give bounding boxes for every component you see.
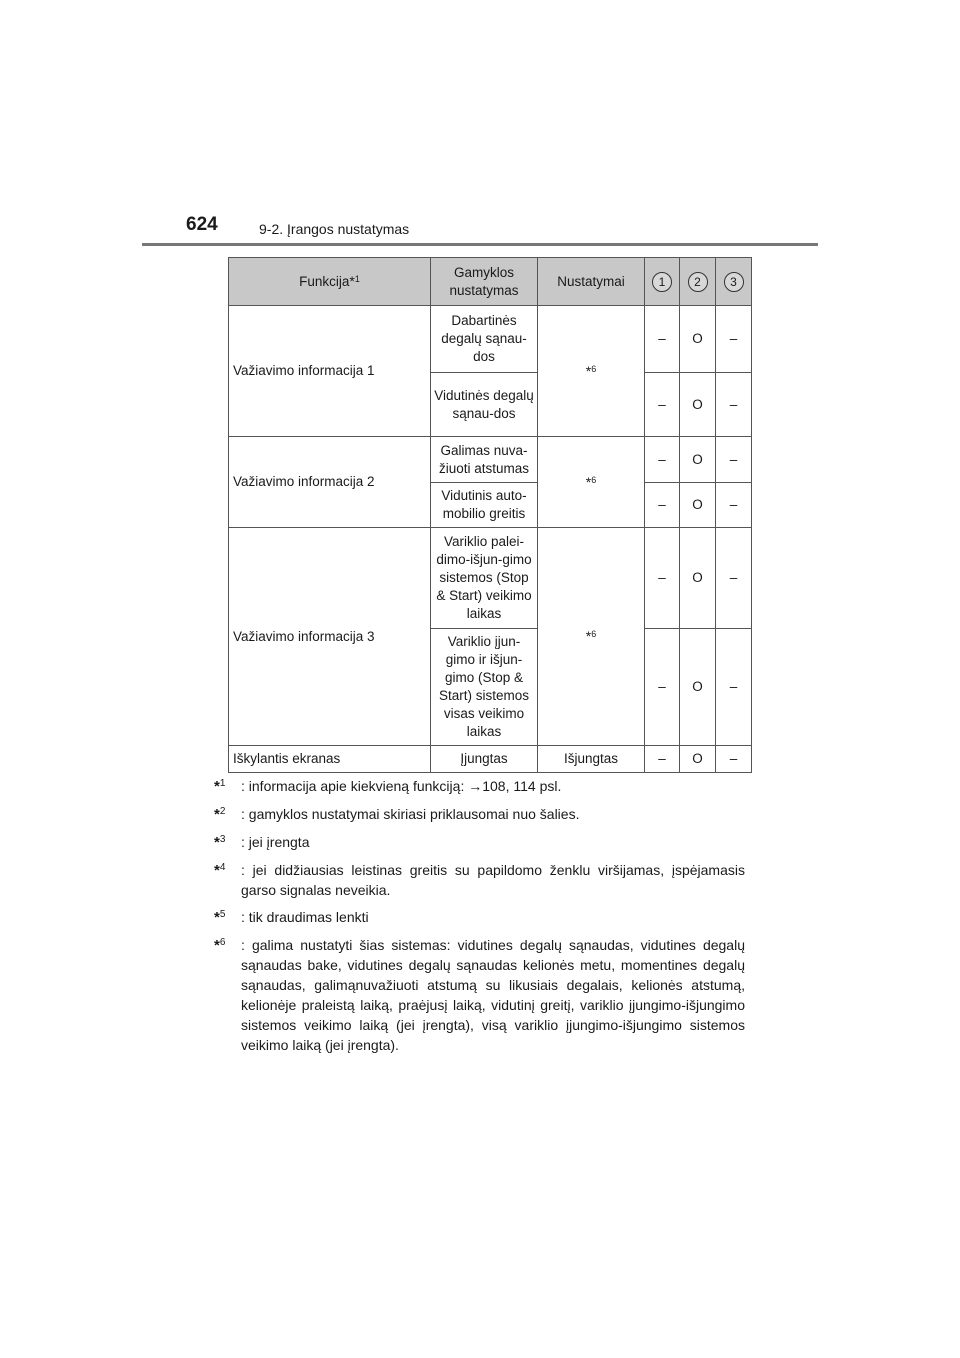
- function-name: Iškylantis ekranas: [229, 746, 431, 773]
- footnote-text: : gamyklos nustatymai skiriasi priklausomai nuo šalies.: [241, 806, 580, 822]
- footnote: [214, 776, 745, 797]
- col-1-value: –: [645, 629, 680, 746]
- default-value: Vidutinės degalų sąnau-dos: [431, 373, 538, 437]
- header-default: Gamyklos nustatymas: [431, 258, 538, 306]
- footnote: [214, 907, 745, 928]
- default-value: Variklio įjun-gimo ir išjun-gimo (Stop & Start) sistemos visas veikimo laikas: [431, 629, 538, 746]
- col-2-value: O: [680, 483, 716, 528]
- col-2-value: O: [680, 528, 716, 629]
- header-function: Funkcija*$^1$: [229, 258, 431, 306]
- footnote-marker: *$^3$: [214, 834, 226, 851]
- page-header: [186, 214, 826, 244]
- footnote-marker: *$^5$: [214, 909, 226, 926]
- header-settings: Nustatymai: [538, 258, 645, 306]
- col-3-value: –: [716, 373, 752, 437]
- settings-value: Išjungtas: [538, 746, 645, 773]
- settings-note: *$^6$: [538, 437, 645, 528]
- page-number: 624: [186, 214, 218, 235]
- settings-note: *$^6$: [538, 528, 645, 746]
- section-title: 9-2. Įrangos nustatymas: [259, 221, 410, 237]
- footnote-text: : jei įrengta: [241, 834, 310, 850]
- circled-1-icon: 1: [652, 272, 672, 292]
- footnote: [214, 860, 745, 900]
- footnote: [214, 832, 745, 853]
- header-col-1: [645, 258, 680, 306]
- col-1-value: –: [645, 373, 680, 437]
- col-3-value: –: [716, 528, 752, 629]
- footnote-text: : galima nustatyti šias sistemas: vidutines degalų sąnaudas, vidutines degalų sąnaudas bake, vidutines degalų sąnaudas kelionės metu, momentines degalų sąnaudas, galimąnuvažiuoti atstumą su likusiais degalais, kelionės atstumą, kelionėje praleistą laiką, praėjusį laiką, vidutinį greitį, variklio įjungimo-išjungimo sistemos veikimo laiką (jei įrengta), visą variklio įjungimo-išjungimo sistemos veikimo laiką (jei įrengta).: [241, 937, 745, 1053]
- default-value: Galimas nuva-žiuoti atstumas: [431, 437, 538, 483]
- footnote: [214, 804, 745, 825]
- col-2-value: O: [680, 373, 716, 437]
- function-name: Važiavimo informacija 2: [229, 437, 431, 528]
- default-value: Vidutinis auto-mobilio greitis: [431, 483, 538, 528]
- function-name: Važiavimo informacija 3: [229, 528, 431, 746]
- col-3-value: –: [716, 746, 752, 773]
- col-1-value: –: [645, 483, 680, 528]
- footnote-marker: *$^1$: [214, 778, 226, 795]
- col-3-value: –: [716, 629, 752, 746]
- settings-note: *$^6$: [538, 306, 645, 437]
- circled-3-icon: 3: [724, 272, 744, 292]
- table-row: [229, 306, 752, 373]
- header-col-2: [680, 258, 716, 306]
- default-value: Dabartinės degalų sąnau-dos: [431, 306, 538, 373]
- table-row: [229, 746, 752, 773]
- footnote-text: : jei didžiausias leistinas greitis su papildomo ženklu viršijamas, įspėjamasis garso signalas neveikia.: [241, 862, 745, 898]
- col-2-value: O: [680, 437, 716, 483]
- col-1-value: –: [645, 306, 680, 373]
- col-2-value: O: [680, 629, 716, 746]
- table-header-row: [229, 258, 752, 306]
- footnote-marker: *$^6$: [214, 937, 226, 954]
- table-row: [229, 528, 752, 629]
- footnote-marker: *$^4$: [214, 862, 226, 879]
- col-1-value: –: [645, 437, 680, 483]
- footnotes: [214, 776, 745, 1062]
- footnote-text: : tik draudimas lenkti: [241, 909, 369, 925]
- default-value: Variklio palei-dimo-išjun-gimo sistemos (Stop & Start) veikimo laikas: [431, 528, 538, 629]
- col-1-value: –: [645, 528, 680, 629]
- col-3-value: –: [716, 483, 752, 528]
- header-col-3: [716, 258, 752, 306]
- header-divider: [142, 243, 818, 246]
- default-value: Įjungtas: [431, 746, 538, 773]
- circled-2-icon: 2: [688, 272, 708, 292]
- col-2-value: O: [680, 306, 716, 373]
- footnote-text: : informacija apie kiekvieną funkciją: →108, 114 psl.: [241, 778, 562, 794]
- table-row: [229, 437, 752, 483]
- footnote: [214, 935, 745, 1055]
- footnote-marker: *$^2$: [214, 806, 226, 823]
- function-name: Važiavimo informacija 1: [229, 306, 431, 437]
- col-3-value: –: [716, 437, 752, 483]
- col-3-value: –: [716, 306, 752, 373]
- col-1-value: –: [645, 746, 680, 773]
- col-2-value: O: [680, 746, 716, 773]
- settings-table: [228, 257, 752, 773]
